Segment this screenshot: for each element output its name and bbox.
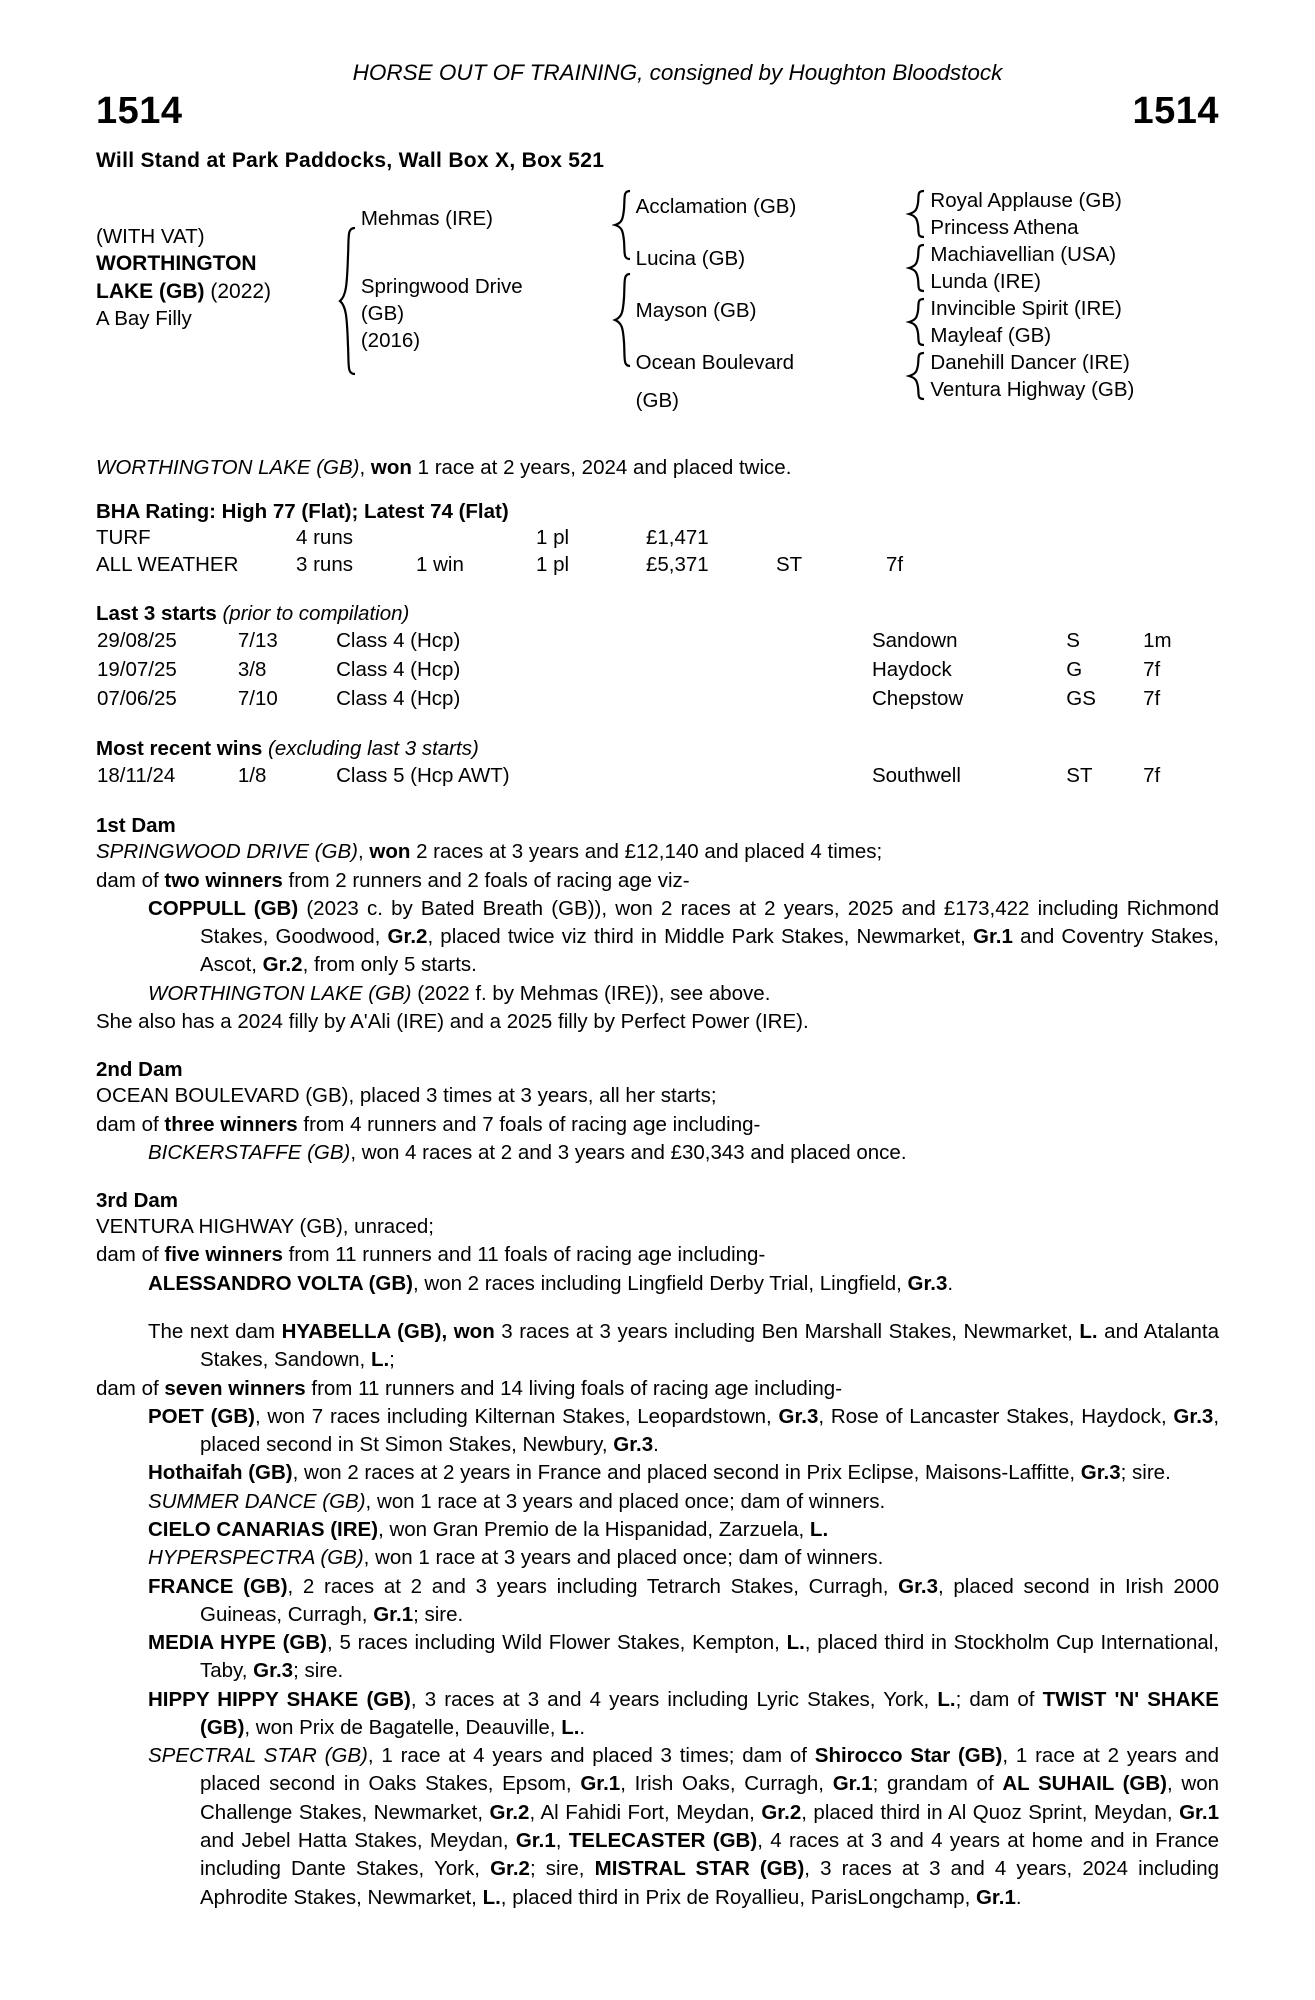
alessandro-gr: Gr.3 (907, 1271, 948, 1295)
next-dam-pre: The next dam (148, 1319, 282, 1343)
progeny-grade: L. (561, 1715, 580, 1739)
progeny-text: , placed third in Prix de Royallieu, ParisLongchamp, (500, 1885, 976, 1909)
brace-g3 (904, 295, 930, 349)
progeny-name: Hothaifah (GB) (148, 1461, 293, 1485)
progeny-grade: Shirocco Star (GB) (814, 1744, 1003, 1768)
worthington-rest: (2022 f. by Mehmas (IRE)), see above. (411, 981, 771, 1005)
second-dam-title: 2nd Dam (96, 1058, 183, 1082)
brace-g2 (904, 241, 930, 295)
second-dam-winners: three winners (164, 1112, 298, 1136)
summary-rest: 1 race at 2 years, 2024 and placed twice. (411, 456, 792, 480)
progeny-text: , won 7 races including Kilternan Stakes, Leopardstown, (254, 1404, 779, 1428)
progeny-name: SPECTRAL STAR (GB) (148, 1744, 368, 1768)
progeny-grade: Gr.3 (898, 1574, 939, 1598)
second-dam-damof: dam of (96, 1112, 165, 1136)
next-dam-l1: L. (1079, 1319, 1098, 1343)
ggp-6: Mayleaf (GB) (930, 324, 1052, 347)
third-dam-title: 3rd Dam (96, 1189, 179, 1213)
sire-dam: Lucina (GB) (635, 247, 746, 270)
progeny-text: , won Prix de Bagatelle, Deauville, (244, 1715, 562, 1739)
next-dam-winners: seven winners (164, 1376, 306, 1400)
vat-note: (WITH VAT) (96, 225, 205, 248)
stat-runs: 3 runs (296, 553, 353, 577)
progeny-entry (148, 1686, 1219, 1743)
progeny-text: , placed third in Stockholm Cup International, Taby, (200, 1631, 1219, 1683)
first-dam-rest: 2 races at 3 years and £12,140 and placed 4 times; (410, 840, 883, 864)
dam-dam: Ocean Boulevard (635, 351, 795, 374)
pedigree-subject (96, 187, 335, 414)
table-row (96, 628, 1219, 657)
progeny-grade: Gr.2 (489, 1800, 530, 1824)
alessandro-name: ALESSANDRO VOLTA (GB) (148, 1271, 413, 1295)
ggp-2: Princess Athena (930, 216, 1079, 239)
start-going: S (1066, 629, 1080, 653)
progeny-grade: L. (786, 1631, 805, 1655)
third-dam-line2-rest: from 11 runners and 11 foals of racing age including- (282, 1243, 766, 1267)
stat-places: 1 pl (536, 553, 570, 577)
progeny-name: MEDIA HYPE (GB) (148, 1631, 328, 1655)
ggp-3: Machiavellian (USA) (930, 243, 1117, 266)
sire-sire: Acclamation (GB) (635, 195, 797, 218)
recent-wins-title (96, 737, 1219, 761)
pedigree-grandparents (636, 187, 905, 414)
alessandro-entry (148, 1270, 1219, 1298)
career-stats-table (96, 526, 966, 580)
lot-number-right: 1514 (1132, 90, 1219, 132)
horse-year: (2022) (210, 279, 272, 303)
start-distance: 1m (1143, 629, 1172, 653)
dam-name: Springwood Drive (360, 275, 523, 298)
table-row (96, 763, 1219, 792)
progeny-text: , won 1 race at 3 years and placed once; dam of winners. (365, 1489, 886, 1513)
progeny-text: ; sire. (1120, 1461, 1171, 1485)
coppull-text3: and Coventry Stakes, Ascot, (200, 925, 1219, 977)
progeny-grade: Gr.3 (1080, 1461, 1121, 1485)
coppull-text1: (2023 c. by Bated Breath (GB)), won 2 races at 2 years, 2025 and £173,422 including Richmond Stakes, Goodwood, (200, 896, 1219, 949)
table-row (96, 526, 966, 553)
brace-g1 (904, 187, 930, 241)
dam-sire: Mayson (GB) (635, 299, 757, 322)
dam-year: (2016) (360, 329, 421, 353)
stat-wins (416, 526, 536, 553)
progeny-text: , placed third in Al Quoz Sprint, Meydan, (801, 1800, 1180, 1824)
start-race: Class 4 (Hcp) (336, 658, 461, 682)
progeny-text: , 2 races at 2 and 3 years including Tetrarch Stakes, Curragh, (287, 1574, 899, 1598)
sire-name: Mehmas (IRE) (360, 207, 493, 230)
stat-runs: 4 runs (296, 526, 353, 550)
next-dam-entries (96, 1403, 1219, 1912)
progeny-text: , (555, 1829, 569, 1853)
stat-wins: 1 win (416, 553, 464, 577)
progeny-grade: Gr.1 (832, 1772, 873, 1796)
first-dam-title: 1st Dam (96, 814, 176, 838)
stat-surface: TURF (96, 526, 151, 550)
second-dam-line2 (96, 1111, 1219, 1139)
first-dam-line2 (96, 867, 1219, 895)
start-distance: 7f (1143, 687, 1161, 711)
win-position: 1/8 (237, 764, 267, 788)
progeny-text: , won Challenge Stakes, Newmarket, (200, 1772, 1220, 1824)
next-dam-text2: and Atalanta Stakes, Sandown, (200, 1319, 1219, 1372)
start-going: GS (1066, 687, 1096, 711)
progeny-text: . (579, 1715, 586, 1739)
first-dam-damof: dam of (96, 868, 165, 892)
progeny-text: , 1 race at 2 years and placed second in Oaks Stakes, Epsom, (200, 1744, 1220, 1796)
progeny-name: SUMMER DANCE (GB) (148, 1489, 366, 1513)
brace-level1 (335, 187, 361, 414)
progeny-grade: L. (809, 1517, 829, 1541)
summary-won: won (370, 456, 412, 480)
summary-horse-name: WORTHINGTON LAKE (GB) (96, 456, 360, 480)
bickerstaffe-rest: , won 4 races at 2 and 3 years and £30,343 and placed once. (350, 1140, 907, 1164)
bha-rating: BHA Rating: High 77 (Flat); Latest 74 (Flat) (96, 500, 509, 524)
first-dam-line1: SPRINGWOOD DRIVE (GB), won 2 races at 3 years and £12,140 and placed 4 times; (96, 840, 883, 864)
ggp-4: Lunda (IRE) (930, 270, 1041, 293)
progeny-entry (148, 1488, 1219, 1516)
progeny-entry (148, 1629, 1219, 1686)
worthington-entry (148, 980, 1219, 1008)
start-position: 7/10 (237, 687, 278, 711)
next-dam-text3: ; (389, 1348, 395, 1372)
progeny-entry (148, 1742, 1220, 1912)
progeny-grade: Gr.3 (1173, 1404, 1214, 1428)
progeny-text: , Al Fahidi Fort, Meydan, (529, 1800, 762, 1824)
progeny-grade: Gr.1 (1179, 1800, 1219, 1824)
brace-g4 (904, 349, 930, 403)
stat-distance (886, 526, 966, 553)
last-starts-title-bold: Last 3 starts (96, 602, 217, 626)
coppull-text2: , placed twice viz third in Middle Park Stakes, Newmarket, (427, 925, 974, 949)
progeny-grade: Gr.2 (761, 1800, 802, 1824)
recent-wins-title-bold: Most recent wins (96, 737, 263, 761)
progeny-name: HYPERSPECTRA (GB) (148, 1546, 364, 1570)
progeny-text: . (653, 1433, 659, 1457)
coppull-gr2b: Gr.2 (262, 953, 303, 977)
progeny-grade: Gr.1 (515, 1829, 556, 1853)
win-going: ST (1066, 764, 1093, 788)
progeny-grade: Gr.3 (778, 1404, 819, 1428)
progeny-grade: Gr.1 (975, 1885, 1016, 1909)
progeny-text: , won 1 race at 3 years and placed once; dam of winners. (363, 1546, 884, 1570)
second-dam-line1: OCEAN BOULEVARD (GB), placed 3 times at 3 years, all her starts; (96, 1084, 717, 1108)
progeny-grade: L. (937, 1687, 956, 1711)
progeny-text: . (1015, 1885, 1022, 1909)
start-course: Sandown (871, 629, 958, 653)
first-dam-winners: two winners (164, 868, 283, 892)
sire-cell (361, 187, 610, 263)
table-row (96, 686, 1219, 715)
start-distance: 7f (1143, 658, 1161, 682)
coppull-gr2: Gr.2 (387, 925, 428, 949)
ggp-8: Ventura Highway (GB) (930, 378, 1135, 401)
progeny-grade: Gr.1 (580, 1772, 621, 1796)
third-dam-line2 (96, 1241, 1219, 1269)
bickerstaffe-name: BICKERSTAFFE (GB) (148, 1140, 351, 1164)
progeny-text: ; dam of (955, 1687, 1043, 1711)
brace-level3-group (904, 187, 930, 414)
win-course: Southwell (871, 764, 961, 788)
coppull-gr1: Gr.1 (973, 925, 1013, 949)
progeny-grade: TWIST 'N' SHAKE (GB) (200, 1687, 1219, 1739)
progeny-grade: TELECASTER (GB) (568, 1829, 758, 1853)
first-dam-also: She also has a 2024 filly by A'Ali (IRE) and a 2025 filly by Perfect Power (IRE). (96, 1010, 809, 1034)
start-position: 3/8 (237, 658, 267, 682)
next-dam-damof: dam of (96, 1376, 165, 1400)
progeny-grade: Gr.2 (490, 1857, 530, 1881)
start-date: 19/07/25 (97, 658, 177, 682)
win-race: Class 5 (Hcp AWT) (336, 764, 510, 788)
progeny-text: , 5 races including Wild Flower Stakes, Kempton, (327, 1631, 787, 1655)
first-dam-name: SPRINGWOOD DRIVE (GB) (96, 840, 358, 864)
third-dam-damof: dam of (96, 1243, 165, 1267)
bickerstaffe-entry (148, 1139, 1219, 1167)
progeny-text: , Rose of Lancaster Stakes, Haydock, (818, 1404, 1174, 1428)
progeny-text: , 4 races at 3 and 4 years at home and in France including Dante Stakes, York, (200, 1829, 1219, 1881)
progeny-text: , placed second in St Simon Stakes, Newbury, (200, 1404, 1220, 1457)
progeny-text: ; grandam of (872, 1772, 1003, 1796)
dam-cell (360, 263, 610, 353)
coppull-text4: , from only 5 starts. (302, 953, 477, 977)
progeny-grade: AL SUHAIL (GB) (1002, 1772, 1168, 1796)
consignment-header: HORSE OUT OF TRAINING, consigned by Houghton Bloodstock (352, 60, 1003, 85)
stat-earnings: £1,471 (646, 526, 709, 550)
recent-wins-table (96, 763, 1219, 792)
progeny-grade: MISTRAL STAR (GB) (594, 1857, 805, 1881)
progeny-text: , won 2 races at 2 years in France and placed second in Prix Eclipse, Maisons-Laffitte, (292, 1461, 1081, 1485)
next-dam-l2: L. (370, 1348, 390, 1372)
third-dam-line1: VENTURA HIGHWAY (GB), unraced; (96, 1215, 434, 1239)
brace-dam (610, 263, 636, 377)
start-going: G (1066, 658, 1083, 682)
next-dam-name: HYABELLA (GB) (281, 1319, 442, 1343)
progeny-text: ; sire. (293, 1659, 344, 1683)
table-row (96, 657, 1219, 686)
brace-sire (610, 187, 636, 263)
third-dam-winners: five winners (164, 1243, 283, 1267)
progeny-entry (148, 1516, 1219, 1544)
stat-going (776, 526, 886, 553)
progeny-entry (148, 1459, 1219, 1487)
table-row (96, 553, 966, 580)
ggp-7: Danehill Dancer (IRE) (930, 351, 1130, 374)
start-race: Class 4 (Hcp) (336, 687, 461, 711)
horse-name-line2 (96, 278, 335, 306)
dam-dam-country: (GB) (635, 389, 679, 412)
progeny-grade: L. (482, 1885, 501, 1909)
progeny-name: CIELO CANARIAS (IRE) (148, 1517, 379, 1541)
progeny-name: POET (GB) (148, 1404, 255, 1428)
start-race: Class 4 (Hcp) (336, 629, 461, 653)
ggp-1: Royal Applause (GB) (930, 189, 1122, 212)
win-distance: 7f (1143, 764, 1161, 788)
stat-earnings: £5,371 (646, 553, 709, 577)
progeny-grade: Gr.3 (253, 1659, 294, 1683)
pedigree-great-grandparents (930, 187, 1219, 414)
pedigree-parents (361, 187, 610, 414)
stat-distance: 7f (886, 553, 904, 577)
last-starts-title (96, 602, 1219, 626)
next-dam-line2 (96, 1375, 1219, 1403)
start-date: 29/08/25 (97, 629, 177, 653)
progeny-text: , 1 race at 4 years and placed 3 times; dam of (367, 1744, 815, 1768)
next-dam-line2-rest: from 11 runners and 14 living foals of racing age including- (305, 1376, 843, 1400)
progeny-text: , 3 races at 3 and 4 years including Lyric Stakes, York, (410, 1687, 938, 1711)
progeny-grade: Gr.1 (373, 1602, 414, 1626)
alessandro-text: , won 2 races including Lingfield Derby Trial, Lingfield, (412, 1271, 908, 1295)
progeny-entry (148, 1403, 1220, 1460)
next-dam-won: , won (441, 1319, 495, 1343)
start-date: 07/06/25 (97, 687, 177, 711)
second-dam-line2-rest: from 4 runners and 7 foals of racing age including- (297, 1112, 761, 1136)
horse-name-part: LAKE (GB) (96, 279, 205, 303)
progeny-text: , 3 races at 3 and 4 years, 2024 including Aphrodite Stakes, Newmarket, (200, 1857, 1220, 1909)
recent-wins-title-italic: (excluding last 3 starts) (262, 737, 479, 761)
progeny-entry (148, 1573, 1220, 1630)
progeny-name: HIPPY HIPPY SHAKE (GB) (148, 1687, 411, 1711)
lot-number-left: 1514 (96, 90, 183, 132)
win-date: 18/11/24 (97, 764, 176, 788)
next-dam-line1 (148, 1318, 1219, 1375)
first-dam-won: won (369, 840, 411, 864)
first-dam-line2-rest: from 2 runners and 2 foals of racing age viz- (282, 868, 690, 892)
progeny-name: FRANCE (GB) (148, 1574, 288, 1598)
last-starts-title-italic: (prior to compilation) (216, 602, 410, 626)
stat-going: ST (776, 553, 803, 577)
pedigree-chart (96, 187, 1219, 414)
start-course: Haydock (871, 658, 952, 682)
start-position: 7/13 (237, 629, 278, 653)
coppull-entry (148, 895, 1219, 980)
next-dam-text1: 3 races at 3 years including Ben Marshall Stakes, Newmarket, (494, 1319, 1080, 1343)
progeny-entry (148, 1544, 1219, 1572)
horse-description: A Bay Filly (96, 307, 192, 331)
progeny-text: and Jebel Hatta Stakes, Meydan, (200, 1829, 516, 1853)
progeny-text: , won Gran Premio de la Hispanidad, Zarzuela, (378, 1517, 810, 1541)
worthington-name: WORTHINGTON LAKE (GB) (148, 981, 412, 1005)
coppull-name: COPPULL (GB) (148, 896, 299, 920)
progeny-text: , Irish Oaks, Curragh, (620, 1772, 833, 1796)
lot-number-row (96, 90, 1219, 133)
horse-name-line1: WORTHINGTON (96, 252, 257, 276)
progeny-grade: Gr.3 (613, 1433, 654, 1457)
alessandro-end: . (947, 1271, 954, 1295)
stand-location: Will Stand at Park Paddocks, Wall Box X, Box 521 (96, 149, 605, 172)
stat-surface: ALL WEATHER (96, 553, 239, 577)
last-starts-table (96, 628, 1219, 715)
progeny-text: ; sire. (413, 1602, 464, 1626)
brace-level2-group (610, 187, 636, 414)
dam-country: (GB) (360, 302, 405, 326)
race-summary: WORTHINGTON LAKE (GB), won 1 race at 2 years, 2024 and placed twice. (96, 456, 792, 480)
progeny-text: , placed second in Irish 2000 Guineas, Curragh, (200, 1574, 1220, 1626)
progeny-text: ; sire, (529, 1857, 595, 1881)
start-course: Chepstow (871, 687, 964, 711)
stat-places: 1 pl (536, 526, 570, 550)
ggp-5: Invincible Spirit (IRE) (930, 297, 1122, 320)
